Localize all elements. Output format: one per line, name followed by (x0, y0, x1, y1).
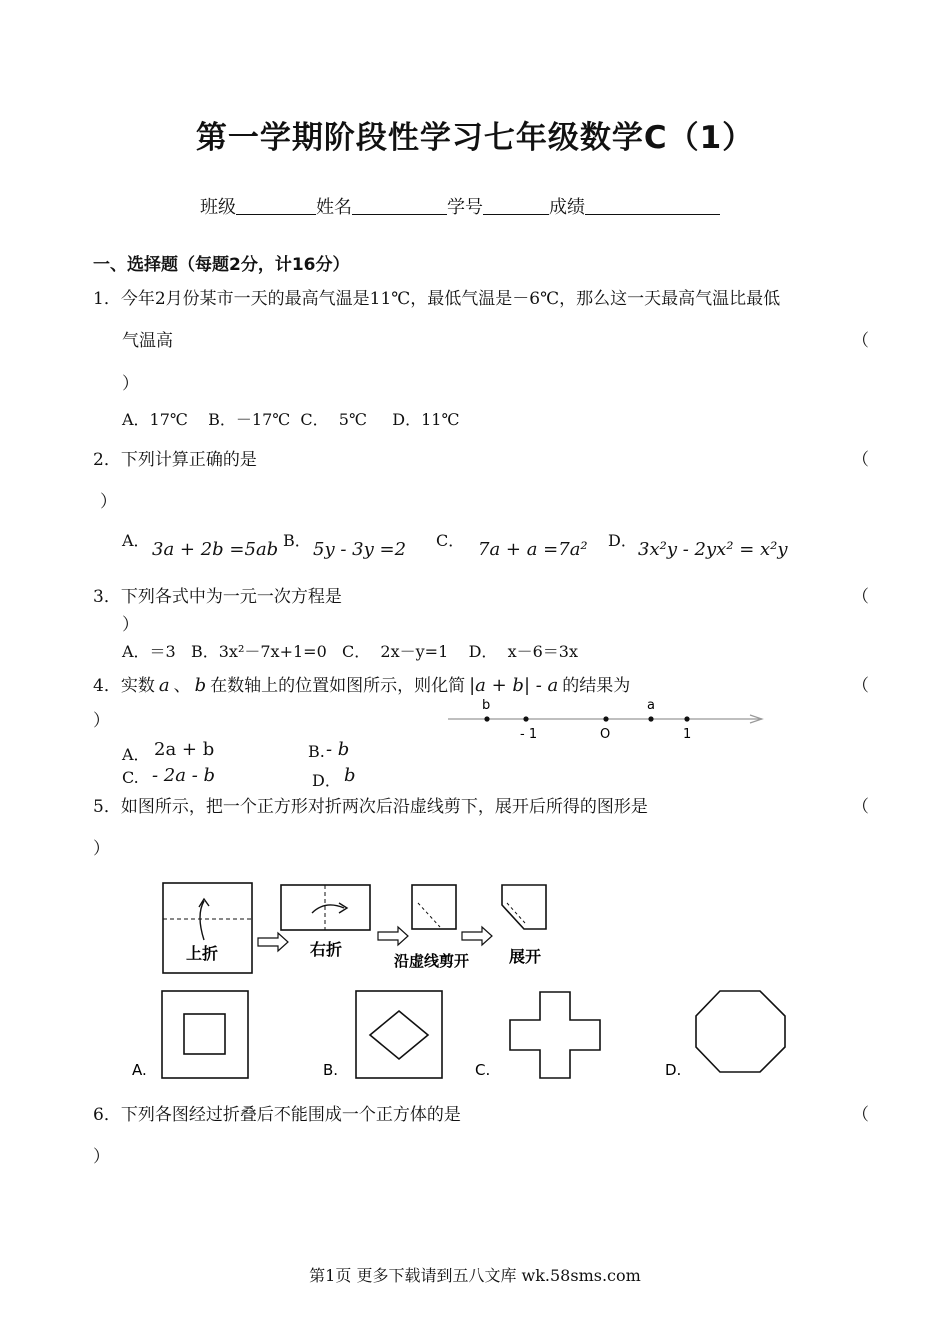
q4-text-a: 4．实数 (93, 676, 155, 696)
student-info-line (200, 193, 720, 219)
q4-option-a-expr: 2a + b (154, 739, 215, 760)
point-one (684, 716, 689, 721)
q3-paren-close: ） (122, 615, 139, 635)
choice-a-inner-square (184, 1014, 225, 1054)
q1-paren-open: （ (852, 331, 869, 351)
q4-text-c: 的结果为 (562, 676, 631, 696)
q2-option-d-label: D． (608, 531, 637, 550)
step2-fold-arrow (312, 905, 344, 913)
q6-paren-open: （ (852, 1105, 869, 1125)
point-a (648, 716, 653, 721)
q4-text-b: 在数轴上的位置如图所示，则化简 (210, 676, 466, 696)
choice-a-label: A. (132, 1061, 147, 1079)
step-arrow-3-icon (462, 927, 492, 945)
choice-d-label: D. (665, 1061, 682, 1079)
step2-label: 右折 (310, 940, 343, 959)
step1-fold-arrow (200, 901, 204, 940)
step3-cut-line (418, 903, 440, 927)
q3-options: A．＝3 B．3x²－7x+1=0 C． 2x－y=1 D． x－6＝3x (122, 642, 578, 661)
choice-a-outer (162, 991, 248, 1078)
name-label: 姓名 (316, 197, 352, 218)
q2-paren-open: （ (852, 450, 869, 470)
q4-sep: 、 (173, 676, 191, 696)
q4-option-b-label: B. (308, 742, 325, 761)
step4-label: 展开 (509, 947, 542, 966)
step3-label: 沿虚线剪开 (394, 952, 470, 970)
page-title: 第一学期阶段性学习七年级数学C（1） (195, 120, 755, 156)
q4-option-b-expr: - b (326, 739, 350, 760)
step-arrow-2-icon (378, 927, 408, 945)
q1-text-line2: 气温高 (122, 331, 173, 351)
step1-label: 上折 (186, 944, 219, 963)
choice-d-octagon (696, 991, 785, 1072)
label-b: b (482, 698, 491, 713)
label-neg1: - 1 (520, 727, 538, 742)
q4-option-c-label: C. (122, 768, 139, 787)
q2-text: 2．下列计算正确的是 (93, 450, 257, 470)
point-origin (603, 716, 608, 721)
q1-text-line1: 1．今年2月份某市一天的最高气温是11℃，最低气温是－6℃，那么这一天最高气温比最低 (93, 289, 781, 309)
q2-option-c-expr: 7a + a =7a² (478, 539, 588, 560)
q2-paren-close: ） (100, 492, 117, 512)
q4-paren-open: （ (852, 676, 869, 696)
q1-paren-close: ） (122, 374, 139, 394)
choice-b-label: B. (323, 1061, 339, 1079)
q3-paren-open: （ (852, 587, 869, 607)
q4-option-a-label: A． (122, 745, 150, 764)
label-one: 1 (683, 727, 692, 742)
q2-option-c-label: C． (436, 531, 465, 550)
label-origin: O (600, 727, 611, 742)
q5-text: 5．如图所示，把一个正方形对折两次后沿虚线剪下，展开后所得的图形是 (93, 797, 648, 817)
number-label: 学号 (447, 197, 483, 218)
q2-option-a-label: A． (122, 531, 150, 550)
class-blank[interactable] (236, 196, 316, 215)
section-heading: 一、选择题（每题2分，计16分） (93, 255, 350, 275)
paper-folding-figure (120, 875, 840, 1085)
page-footer: 第1页 更多下载请到五八文库 wk.58sms.com (309, 1266, 641, 1285)
q2-option-b-expr: 5y - 3y =2 (313, 539, 407, 560)
q4-expression: |a + b| - a (469, 675, 559, 696)
step-arrow-1-icon (258, 933, 288, 951)
score-blank[interactable] (585, 196, 720, 215)
q4-option-d-expr: b (344, 765, 356, 786)
choice-b-diamond (370, 1011, 428, 1059)
number-blank[interactable] (483, 196, 549, 215)
step1-arrow-head (199, 899, 209, 907)
q6-paren-close: ） (93, 1147, 110, 1167)
point-neg1 (523, 716, 528, 721)
choice-c-cross (510, 992, 600, 1078)
q4-var-a: a (158, 675, 170, 696)
score-label: 成绩 (549, 197, 585, 218)
name-blank[interactable] (352, 196, 447, 215)
q4-paren-close: ） (93, 711, 110, 731)
step3-square (412, 885, 456, 929)
q1-options: A．17℃ B．－17℃ C． 5℃ D．11℃ (122, 410, 460, 429)
label-a: a (647, 698, 655, 713)
q2-option-d-expr: 3x²y - 2yx² = x²y (638, 539, 788, 560)
q2-option-b-label: B． (283, 531, 311, 550)
q4-var-b: b (194, 675, 207, 696)
q4-option-c-expr: - 2a - b (152, 765, 216, 786)
q4-option-d-label: D． (312, 771, 341, 790)
q5-paren-open: （ (852, 797, 869, 817)
number-line-figure (440, 692, 780, 744)
choice-c-label: C. (475, 1061, 491, 1079)
q3-text: 3．下列各式中为一元一次方程是 (93, 587, 342, 607)
class-label: 班级 (200, 197, 236, 218)
choice-b-outer (356, 991, 442, 1078)
point-b (484, 716, 489, 721)
q2-option-a-expr: 3a + 2b =5ab (152, 539, 279, 560)
q5-paren-close: ） (93, 839, 110, 859)
q6-text: 6．下列各图经过折叠后不能围成一个正方体的是 (93, 1105, 461, 1125)
